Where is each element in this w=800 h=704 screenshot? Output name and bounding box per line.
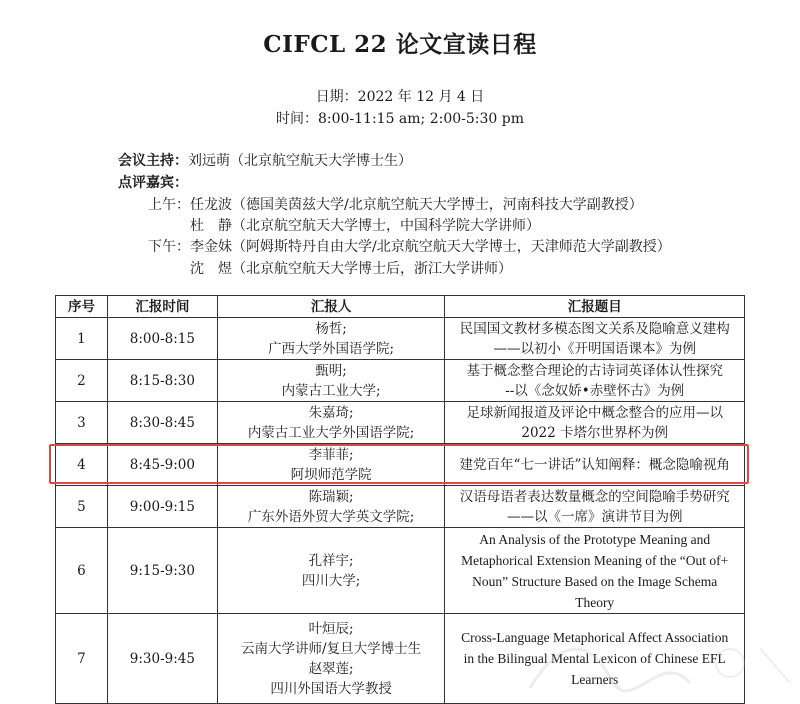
header-no: 序号: [56, 296, 108, 318]
page-title: CIFCL 22 论文宣读日程: [263, 31, 537, 58]
reviewers-label: 点评嘉宾：: [118, 175, 188, 191]
row-presenter: 甄明; 内蒙古工业大学;: [217, 360, 445, 402]
row-no: 2: [56, 360, 108, 402]
row-presenter: 孔祥宇; 四川大学;: [217, 528, 445, 614]
row-time: 8:30-8:45: [107, 402, 217, 444]
header-presenter: 汇报人: [217, 296, 445, 318]
row-talk: 汉语母语者表达数量概念的空间隐喻手势研究 ——以《一席》演讲节目为例: [445, 486, 745, 528]
row-time: 9:30-9:45: [107, 614, 217, 704]
row-talk: 足球新闻报道及评论中概念整合的应用—以 2022 卡塔尔世界杯为例: [445, 402, 745, 444]
host-label: 会议主持：: [118, 153, 188, 169]
row-talk: 建党百年“七一讲话”认知阐释：概念隐喻视角: [445, 444, 745, 486]
row-presenter: 李菲菲; 阿坝师范学院: [217, 444, 445, 486]
row-no: 7: [56, 614, 108, 704]
row-presenter: 朱嘉琦; 内蒙古工业大学外国语学院;: [217, 402, 445, 444]
row-no: 5: [56, 486, 108, 528]
row-no: 3: [56, 402, 108, 444]
host-line: [118, 150, 412, 170]
reviewer-morning-1: 上午：任龙波（德国美茵兹大学/北京航空航天大学博士，河南科技大学副教授）: [148, 197, 643, 213]
header-talk: 汇报题目: [445, 296, 745, 318]
row-presenter: 杨哲; 广西大学外国语学院;: [217, 318, 445, 360]
host-value: 刘远萌（北京航空航天大学博士生）: [188, 153, 412, 169]
table-header-row: [56, 296, 745, 318]
date-line: 日期：2022 年 12 月 4 日: [315, 89, 485, 105]
watermark-icon: [520, 628, 800, 698]
row-talk: 基于概念整合理论的古诗词英译体认性探究 --以《念奴娇•赤壁怀古》为例: [445, 360, 745, 402]
row-time: 8:00-8:15: [107, 318, 217, 360]
row-talk: An Analysis of the Prototype Meaning and Metaphorical Extension Meaning of the “Out of+ Noun” Structure Based on the Image Schema Theory: [445, 528, 745, 614]
row-time: 9:15-9:30: [107, 528, 217, 614]
table-row: [56, 402, 745, 444]
table-row: [56, 528, 745, 614]
reviewer-morning-2: 杜 静（北京航空航天大学博士，中国科学院大学讲师）: [190, 218, 540, 234]
highlight-box: [49, 444, 749, 484]
row-presenter: 叶烜辰; 云南大学讲师/复旦大学博士生 赵翠莲; 四川外国语大学教授: [217, 614, 445, 704]
row-no: 1: [56, 318, 108, 360]
row-no: 6: [56, 528, 108, 614]
reviewer-afternoon-1: 下午：李金妹（阿姆斯特丹自由大学/北京航空航天大学博士，天津师范大学副教授）: [148, 239, 671, 255]
table-row: [56, 360, 745, 402]
row-time: 8:15-8:30: [107, 360, 217, 402]
row-presenter: 陈瑞颖; 广东外语外贸大学英文学院;: [217, 486, 445, 528]
row-talk: Cross-Language Metaphorical Affect Association in the Bilingual Mental Lexicon of Chinese EFL Learners: [445, 614, 745, 704]
header-time: 汇报时间: [107, 296, 217, 318]
time-line: 时间：8:00-11:15 am; 2:00-5:30 pm: [275, 111, 525, 127]
row-no: 4: [56, 444, 108, 486]
table-row: [56, 318, 745, 360]
table-row: [56, 486, 745, 528]
row-talk: 民国国文教材多模态图文关系及隐喻意义建构 ——以初小《开明国语课本》为例: [445, 318, 745, 360]
row-time: 8:45-9:00: [107, 444, 217, 486]
reviewer-afternoon-2: 沈 煜（北京航空航天大学博士后，浙江大学讲师）: [190, 261, 512, 277]
afternoon-label: 下午：: [148, 239, 190, 255]
row-time: 9:00-9:15: [107, 486, 217, 528]
morning-label: 上午：: [148, 197, 190, 213]
